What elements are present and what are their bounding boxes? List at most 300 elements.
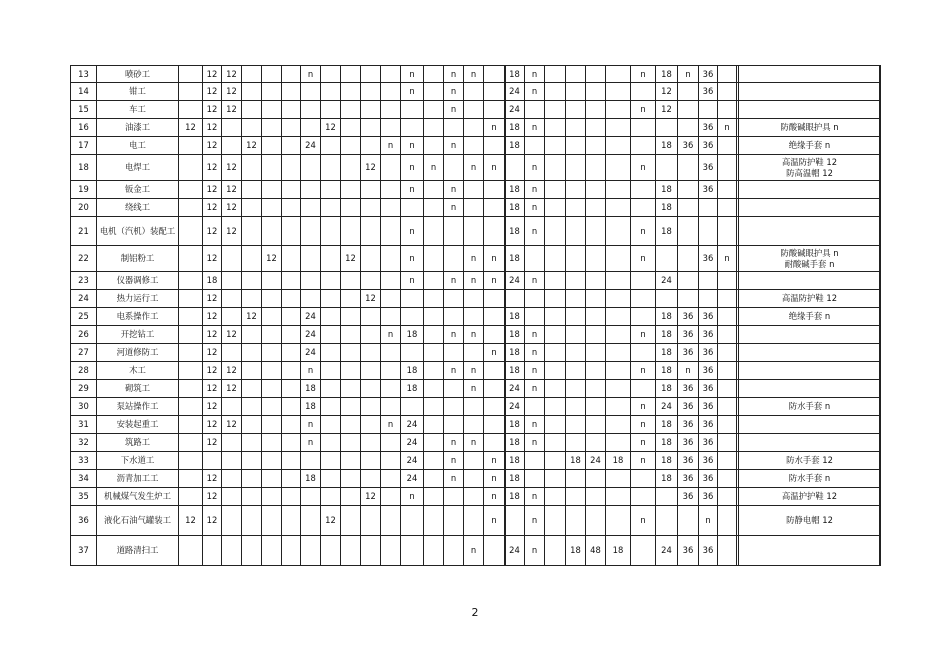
value-cell: n: [631, 434, 656, 452]
value-cell: [678, 181, 699, 199]
row-number-cell: 21: [70, 217, 97, 246]
note-cell: [740, 326, 880, 344]
value-cell: [699, 272, 718, 290]
value-cell: 36: [678, 434, 699, 452]
value-cell: [361, 362, 381, 380]
value-cell: [361, 452, 381, 470]
value-cell: [242, 83, 262, 101]
value-cell: [545, 380, 566, 398]
value-cell: [361, 416, 381, 434]
value-cell: [424, 506, 444, 536]
value-cell: [179, 101, 203, 119]
value-cell: [606, 506, 631, 536]
value-cell: [424, 416, 444, 434]
value-cell: 24: [656, 272, 678, 290]
value-cell: [321, 344, 341, 362]
note-cell: 防水手套 n: [740, 398, 880, 416]
value-cell: [203, 536, 222, 566]
value-cell: [341, 217, 361, 246]
value-cell: [262, 362, 282, 380]
value-cell: [341, 488, 361, 506]
value-cell: [525, 137, 545, 155]
value-cell: n: [444, 101, 464, 119]
value-cell: [242, 380, 262, 398]
note-cell: [740, 362, 880, 380]
value-cell: [606, 434, 631, 452]
value-cell: 12: [203, 199, 222, 217]
value-cell: [341, 326, 361, 344]
value-cell: 12: [222, 181, 242, 199]
value-cell: [424, 137, 444, 155]
note-cell: [880, 380, 881, 398]
row-number-cell: 30: [70, 398, 97, 416]
value-cell: [484, 65, 505, 83]
value-cell: 12: [203, 344, 222, 362]
value-cell: n: [401, 181, 424, 199]
value-cell: [464, 101, 484, 119]
value-cell: 18: [301, 470, 321, 488]
value-cell: [566, 137, 586, 155]
row-number-cell: 17: [70, 137, 97, 155]
job-title-cell: 电工: [97, 137, 179, 155]
value-cell: [566, 272, 586, 290]
value-cell: [631, 290, 656, 308]
value-cell: n: [444, 137, 464, 155]
value-cell: 18: [401, 362, 424, 380]
value-cell: [606, 326, 631, 344]
value-cell: [424, 326, 444, 344]
value-cell: [361, 199, 381, 217]
note-cell: [740, 181, 880, 199]
value-cell: [179, 65, 203, 83]
value-cell: [566, 344, 586, 362]
value-cell: [545, 155, 566, 181]
value-cell: [401, 308, 424, 326]
value-cell: [282, 101, 301, 119]
value-cell: [586, 434, 606, 452]
value-cell: [424, 362, 444, 380]
value-cell: [361, 434, 381, 452]
value-cell: [262, 434, 282, 452]
value-cell: [606, 362, 631, 380]
value-cell: [566, 119, 586, 137]
value-cell: [424, 344, 444, 362]
value-cell: [566, 416, 586, 434]
value-cell: 18: [301, 380, 321, 398]
value-cell: [545, 181, 566, 199]
value-cell: [321, 326, 341, 344]
value-cell: [179, 434, 203, 452]
row-number-cell: 22: [70, 246, 97, 272]
value-cell: [606, 272, 631, 290]
value-cell: n: [631, 362, 656, 380]
value-cell: 12: [203, 246, 222, 272]
value-cell: [321, 308, 341, 326]
value-cell: [525, 308, 545, 326]
value-cell: [341, 380, 361, 398]
value-cell: [545, 246, 566, 272]
value-cell: [381, 246, 401, 272]
value-cell: [699, 101, 718, 119]
value-cell: [282, 290, 301, 308]
value-cell: n: [631, 217, 656, 246]
value-cell: [262, 101, 282, 119]
value-cell: 12: [203, 470, 222, 488]
value-cell: [301, 536, 321, 566]
note-cell: [880, 362, 881, 380]
note-cell: [880, 119, 881, 137]
value-cell: [424, 290, 444, 308]
value-cell: [586, 246, 606, 272]
note-cell: [880, 488, 881, 506]
value-cell: [179, 380, 203, 398]
value-cell: 24: [586, 452, 606, 470]
value-cell: 12: [361, 290, 381, 308]
job-title-cell: 下水道工: [97, 452, 179, 470]
value-cell: 12: [361, 488, 381, 506]
value-cell: [321, 452, 341, 470]
value-cell: n: [525, 488, 545, 506]
value-cell: 12: [203, 416, 222, 434]
value-cell: [262, 506, 282, 536]
value-cell: 18: [656, 181, 678, 199]
row-number-cell: 13: [70, 65, 97, 83]
value-cell: 18: [505, 488, 525, 506]
row-number-cell: 18: [70, 155, 97, 181]
value-cell: n: [464, 434, 484, 452]
value-cell: [282, 199, 301, 217]
value-cell: 12: [203, 308, 222, 326]
value-cell: [341, 119, 361, 137]
value-cell: 18: [606, 452, 631, 470]
job-title-cell: 沥青加工工: [97, 470, 179, 488]
value-cell: n: [401, 137, 424, 155]
job-title-cell: 机械煤气发生炉工: [97, 488, 179, 506]
value-cell: [718, 434, 737, 452]
value-cell: [545, 416, 566, 434]
column-divider-rule: [738, 65, 739, 566]
value-cell: 12: [321, 506, 341, 536]
value-cell: [566, 398, 586, 416]
value-cell: [282, 137, 301, 155]
value-cell: 12: [203, 65, 222, 83]
value-cell: [179, 308, 203, 326]
value-cell: 36: [699, 452, 718, 470]
value-cell: 36: [678, 380, 699, 398]
value-cell: [424, 246, 444, 272]
value-cell: 12: [203, 137, 222, 155]
job-title-cell: 河道修防工: [97, 344, 179, 362]
value-cell: 24: [656, 536, 678, 566]
value-cell: [484, 326, 505, 344]
value-cell: 36: [678, 326, 699, 344]
value-cell: [566, 199, 586, 217]
value-cell: [678, 272, 699, 290]
value-cell: [525, 398, 545, 416]
row-number-cell: 31: [70, 416, 97, 434]
value-cell: [464, 290, 484, 308]
value-cell: [424, 199, 444, 217]
value-cell: [242, 246, 262, 272]
value-cell: [341, 344, 361, 362]
value-cell: [718, 416, 737, 434]
value-cell: [424, 398, 444, 416]
note-cell: [880, 470, 881, 488]
value-cell: [484, 83, 505, 101]
value-cell: [381, 452, 401, 470]
value-cell: [484, 199, 505, 217]
value-cell: [242, 536, 262, 566]
value-cell: [262, 181, 282, 199]
value-cell: [321, 398, 341, 416]
value-cell: 18: [505, 137, 525, 155]
value-cell: [631, 536, 656, 566]
value-cell: 36: [699, 536, 718, 566]
value-cell: [678, 83, 699, 101]
value-cell: [631, 344, 656, 362]
value-cell: [222, 308, 242, 326]
value-cell: [242, 290, 262, 308]
note-cell: [740, 416, 880, 434]
value-cell: [586, 217, 606, 246]
value-cell: [424, 181, 444, 199]
value-cell: 18: [656, 217, 678, 246]
value-cell: [401, 290, 424, 308]
value-cell: 12: [203, 434, 222, 452]
value-cell: [179, 470, 203, 488]
value-cell: [262, 217, 282, 246]
job-title-cell: 电系操作工: [97, 308, 179, 326]
value-cell: [566, 83, 586, 101]
value-cell: n: [525, 506, 545, 536]
job-title-cell: 油漆工: [97, 119, 179, 137]
value-cell: [718, 398, 737, 416]
value-cell: [242, 488, 262, 506]
value-cell: 24: [301, 326, 321, 344]
value-cell: [282, 416, 301, 434]
value-cell: [505, 506, 525, 536]
value-cell: [282, 217, 301, 246]
value-cell: n: [444, 272, 464, 290]
job-title-cell: 道路清扫工: [97, 536, 179, 566]
value-cell: n: [525, 65, 545, 83]
value-cell: [586, 506, 606, 536]
value-cell: [179, 362, 203, 380]
value-cell: [525, 290, 545, 308]
value-cell: [262, 290, 282, 308]
value-cell: [321, 83, 341, 101]
value-cell: [566, 308, 586, 326]
value-cell: [545, 272, 566, 290]
value-cell: [321, 290, 341, 308]
value-cell: [505, 290, 525, 308]
value-cell: [262, 452, 282, 470]
value-cell: n: [424, 155, 444, 181]
value-cell: [242, 398, 262, 416]
value-cell: [203, 452, 222, 470]
value-cell: 18: [505, 65, 525, 83]
note-cell: [740, 101, 880, 119]
value-cell: n: [464, 65, 484, 83]
value-cell: n: [464, 246, 484, 272]
value-cell: [341, 434, 361, 452]
value-cell: [381, 199, 401, 217]
value-cell: 12: [203, 155, 222, 181]
value-cell: [381, 380, 401, 398]
value-cell: [631, 137, 656, 155]
value-cell: [179, 290, 203, 308]
value-cell: [586, 488, 606, 506]
value-cell: [179, 488, 203, 506]
value-cell: n: [381, 137, 401, 155]
value-cell: n: [381, 416, 401, 434]
value-cell: [222, 119, 242, 137]
value-cell: [586, 83, 606, 101]
value-cell: [242, 155, 262, 181]
value-cell: [282, 272, 301, 290]
value-cell: [699, 217, 718, 246]
value-cell: n: [484, 470, 505, 488]
value-cell: n: [464, 155, 484, 181]
value-cell: [606, 119, 631, 137]
value-cell: [179, 217, 203, 246]
value-cell: [301, 246, 321, 272]
value-cell: [718, 65, 737, 83]
value-cell: [321, 536, 341, 566]
value-cell: [361, 217, 381, 246]
value-cell: [282, 452, 301, 470]
value-cell: 18: [656, 452, 678, 470]
value-cell: [301, 101, 321, 119]
value-cell: n: [381, 326, 401, 344]
value-cell: [242, 181, 262, 199]
value-cell: n: [631, 398, 656, 416]
value-cell: [525, 101, 545, 119]
value-cell: [242, 452, 262, 470]
value-cell: [678, 199, 699, 217]
value-cell: 24: [656, 398, 678, 416]
value-cell: [282, 536, 301, 566]
value-cell: [586, 380, 606, 398]
value-cell: [321, 101, 341, 119]
value-cell: [179, 199, 203, 217]
value-cell: 18: [505, 434, 525, 452]
value-cell: [586, 119, 606, 137]
value-cell: [656, 506, 678, 536]
value-cell: n: [631, 155, 656, 181]
value-cell: [401, 344, 424, 362]
value-cell: n: [301, 434, 321, 452]
value-cell: 18: [656, 380, 678, 398]
value-cell: 36: [699, 488, 718, 506]
value-cell: 12: [203, 83, 222, 101]
value-cell: 36: [678, 344, 699, 362]
value-cell: [401, 506, 424, 536]
value-cell: [179, 326, 203, 344]
value-cell: [222, 290, 242, 308]
row-number-cell: 19: [70, 181, 97, 199]
value-cell: [464, 308, 484, 326]
job-title-cell: 电机（汽机）装配工: [97, 217, 179, 246]
value-cell: [718, 536, 737, 566]
row-number-cell: 23: [70, 272, 97, 290]
note-cell: [880, 434, 881, 452]
value-cell: [301, 506, 321, 536]
note-cell: [880, 83, 881, 101]
value-cell: [424, 119, 444, 137]
note-cell: [880, 137, 881, 155]
value-cell: [262, 199, 282, 217]
note-cell: 防酸碱眼护具 n 耐酸碱手套 n: [740, 246, 880, 272]
value-cell: 12: [203, 380, 222, 398]
value-cell: 36: [699, 344, 718, 362]
value-cell: [361, 137, 381, 155]
value-cell: [262, 65, 282, 83]
value-cell: [444, 155, 464, 181]
value-cell: 36: [678, 416, 699, 434]
value-cell: [586, 362, 606, 380]
note-cell: 高温防护鞋 12: [740, 290, 880, 308]
value-cell: [361, 308, 381, 326]
value-cell: [444, 217, 464, 246]
value-cell: n: [444, 181, 464, 199]
value-cell: 36: [678, 488, 699, 506]
row-number-cell: 37: [70, 536, 97, 566]
value-cell: [566, 101, 586, 119]
note-cell: [880, 290, 881, 308]
value-cell: 18: [656, 344, 678, 362]
value-cell: [301, 217, 321, 246]
value-cell: [566, 217, 586, 246]
value-cell: [361, 181, 381, 199]
value-cell: [718, 290, 737, 308]
value-cell: [301, 199, 321, 217]
note-cell: [740, 83, 880, 101]
value-cell: 36: [678, 536, 699, 566]
value-cell: [381, 155, 401, 181]
value-cell: [341, 101, 361, 119]
value-cell: [545, 217, 566, 246]
value-cell: 18: [505, 308, 525, 326]
value-cell: n: [718, 119, 737, 137]
value-cell: 18: [656, 416, 678, 434]
value-cell: n: [631, 101, 656, 119]
value-cell: n: [631, 416, 656, 434]
value-cell: n: [444, 65, 464, 83]
value-cell: [484, 101, 505, 119]
value-cell: [424, 83, 444, 101]
value-cell: 18: [656, 199, 678, 217]
note-cell: [880, 344, 881, 362]
value-cell: [381, 83, 401, 101]
value-cell: [606, 344, 631, 362]
page-number: 2: [471, 606, 479, 619]
value-cell: [341, 398, 361, 416]
value-cell: [464, 416, 484, 434]
value-cell: [341, 199, 361, 217]
value-cell: [242, 199, 262, 217]
note-cell: [740, 536, 880, 566]
value-cell: [381, 434, 401, 452]
value-cell: [718, 199, 737, 217]
value-cell: 36: [678, 308, 699, 326]
note-cell: [740, 199, 880, 217]
value-cell: [586, 308, 606, 326]
value-cell: [484, 398, 505, 416]
value-cell: 18: [656, 434, 678, 452]
value-cell: [631, 83, 656, 101]
value-cell: 18: [505, 199, 525, 217]
